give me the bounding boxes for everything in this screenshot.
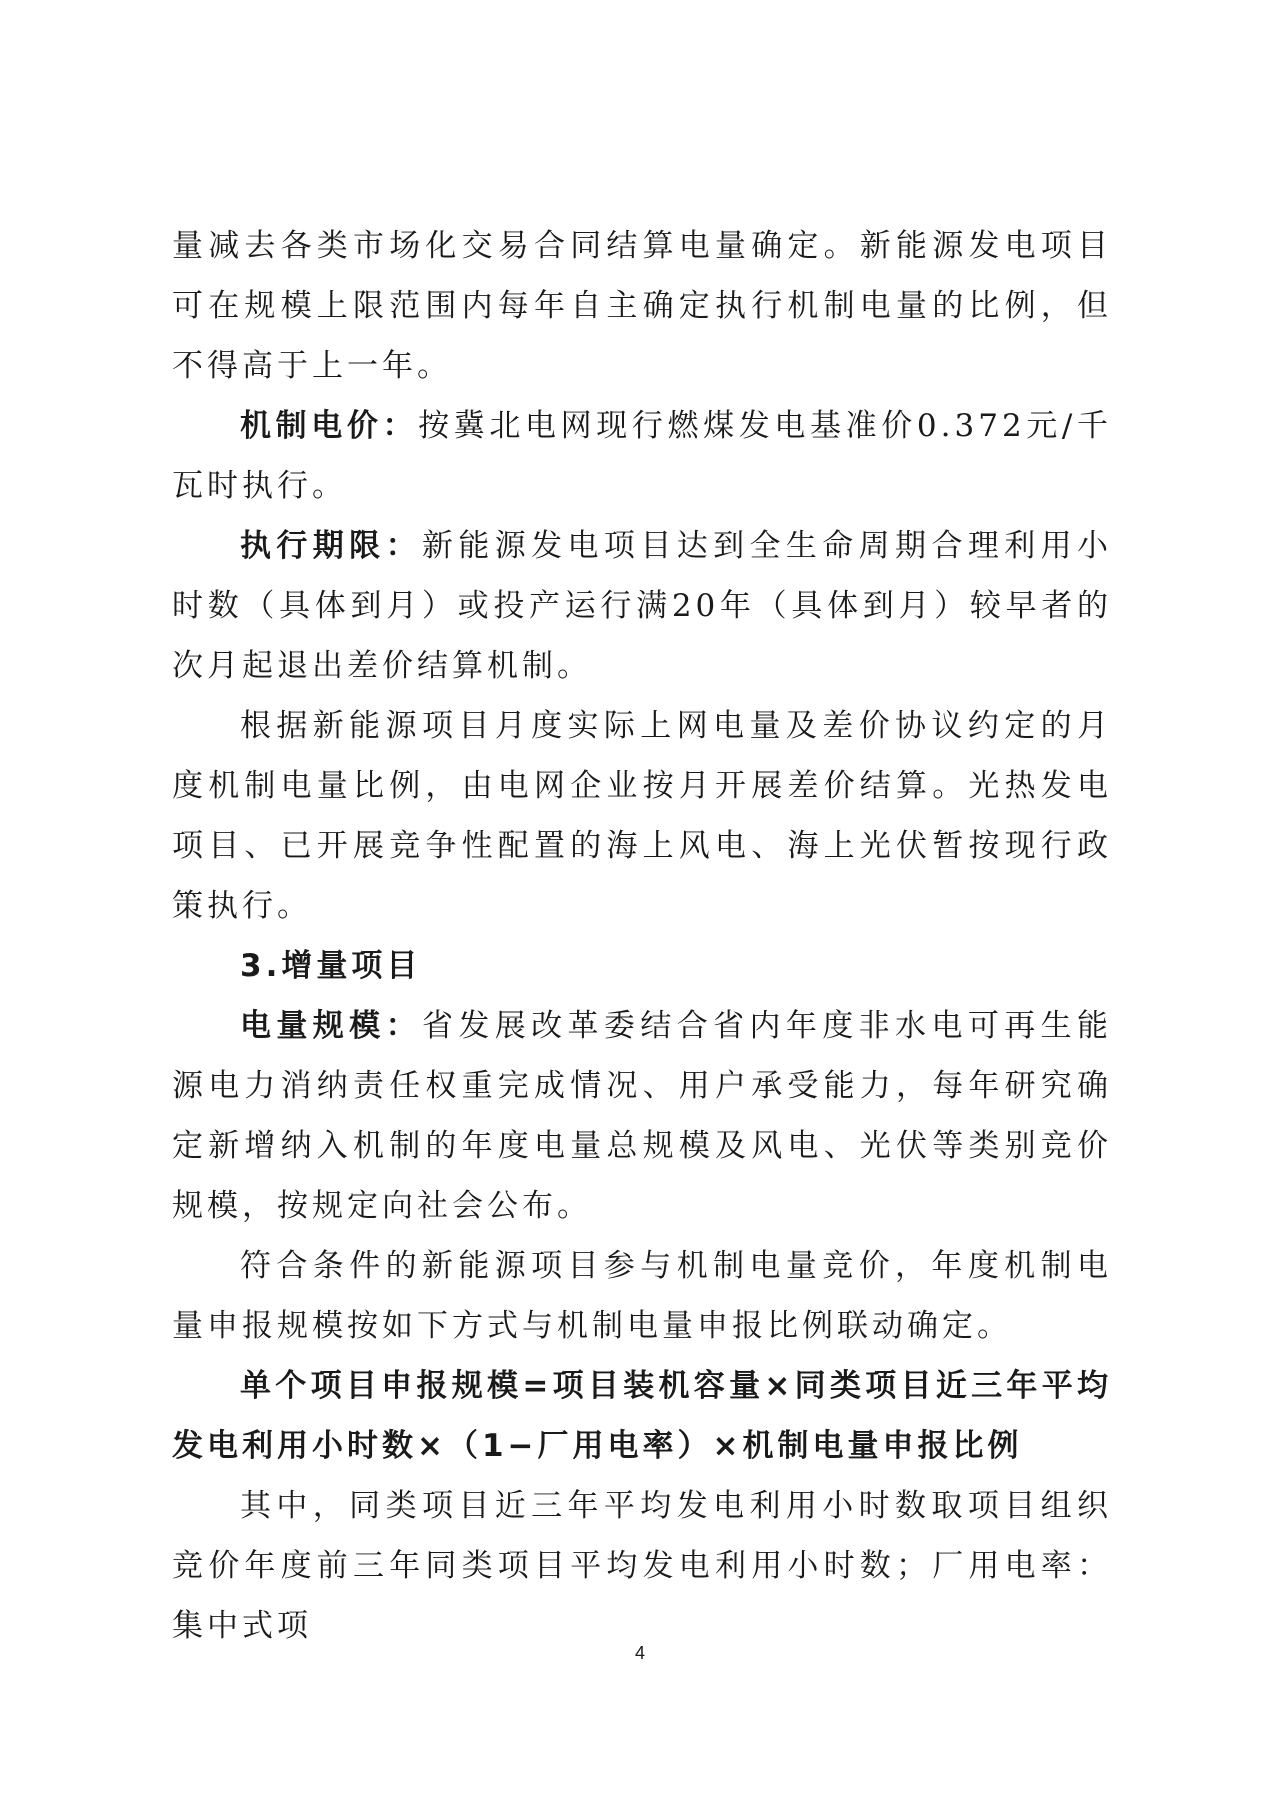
section-heading-incremental-projects: 3.增量项目: [240, 948, 422, 984]
label-execution-period: 执行期限：: [240, 528, 422, 564]
label-mechanism-price: 机制电价：: [240, 408, 419, 444]
paragraph-settlement: 根据新能源项目月度实际上网电量及差价协议约定的月度机制电量比例，由电网企业按月开展差价结算。光热发电项目、已开展竞争性配置的海上风电、海上光伏暂按现行政策执行。: [172, 708, 1112, 924]
formula-declaration-scale: 单个项目申报规模=项目装机容量×同类项目近三年平均发电利用小时数×（1−厂用电率）×机制电量申报比例: [172, 1368, 1112, 1464]
page-number: 4: [634, 1643, 645, 1663]
paragraph-mechanism-price: [172, 396, 1112, 516]
text-electricity-scale: 省发展改革委结合省内年度非水电可再生能源电力消纳责任权重完成情况、用户承受能力，每年研究确定新增纳入机制的年度电量总规模及风电、光伏等类别竞价规模，按规定向社会公布。: [172, 1008, 1113, 1224]
text-mechanism-price: 按冀北电网现行燃煤发电基准价0.372元/千瓦时执行。: [172, 408, 1112, 504]
paragraph-continuation: 量减去各类市场化交易合同结算电量确定。新能源发电项目可在规模上限范围内每年自主确定执行机制电量的比例，但不得高于上一年。: [172, 228, 1112, 384]
paragraph-electricity-scale: [172, 996, 1112, 1236]
paragraph-bidding: 符合条件的新能源项目参与机制电量竞价，年度机制电量申报规模按如下方式与机制电量申报比例联动确定。: [172, 1248, 1112, 1344]
document-body: [172, 216, 1112, 1656]
label-electricity-scale: 电量规模：: [240, 1008, 422, 1044]
text-execution-period: 新能源发电项目达到全生命周期合理利用小时数（具体到月）或投产运行满20年（具体到月）较早者的次月起退出差价结算机制。: [172, 528, 1113, 684]
paragraph-execution-period: [172, 516, 1112, 696]
paragraph-definitions: 其中，同类项目近三年平均发电利用小时数取项目组织竞价年度前三年同类项目平均发电利用小时数；厂用电率：集中式项: [172, 1488, 1112, 1644]
